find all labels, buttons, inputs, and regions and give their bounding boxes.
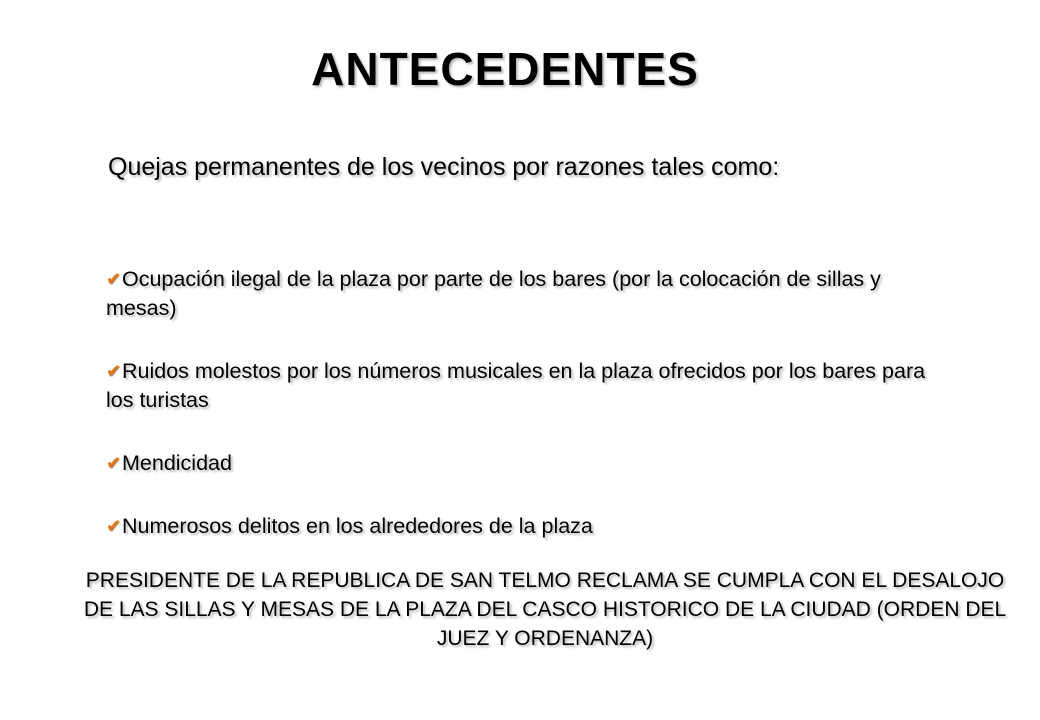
bullet-text: Mendicidad [122,451,232,475]
check-icon: ✔ [106,361,122,381]
bullet-item [106,265,926,323]
footer-statement: PRESIDENTE DE LA REPUBLICA DE SAN TELMO RECLAMA SE CUMPLA CON EL DESALOJO DE LAS SILLAS Y MESAS DE LA PLAZA DEL CASCO HISTORICO DE LA CIUDAD (ORDEN DEL JUEZ Y ORDENANZA) [83,569,1007,650]
slide-title: ANTECEDENTES [311,43,699,95]
bullet-item [106,357,926,415]
check-icon: ✔ [106,269,122,289]
bullet-item [106,512,926,541]
bullet-text: Ruidos molestos por los números musicales en la plaza ofrecidos por los bares para los turistas [106,359,926,412]
intro-text: Quejas permanentes de los vecinos por razones tales como: [108,153,780,181]
bullet-list [106,265,926,541]
bullet-text: Ocupación ilegal de la plaza por parte de los bares (por la colocación de sillas y mesas) [106,267,881,320]
check-icon: ✔ [106,453,122,473]
check-icon: ✔ [106,516,122,536]
bullet-item [106,449,926,478]
bullet-text: Numerosos delitos en los alrededores de la plaza [122,514,593,538]
